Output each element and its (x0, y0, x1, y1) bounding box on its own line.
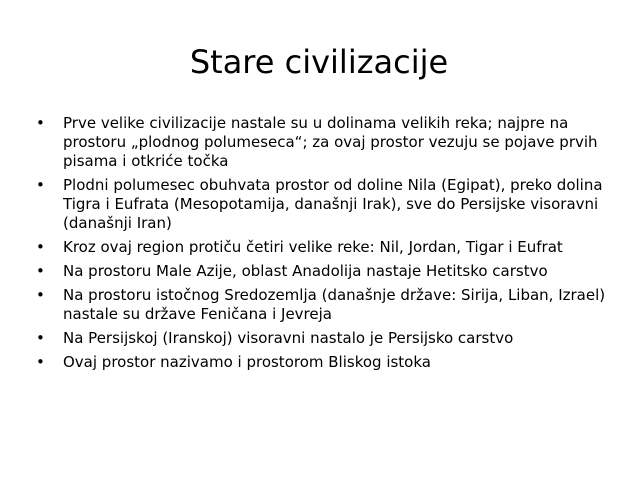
bullet-text: Na prostoru Male Azije, oblast Anadolija nastaje Hetitsko carstvo (63, 262, 548, 280)
bullet-item-5 (36, 286, 606, 324)
bullet-list (36, 114, 606, 377)
bullet-text: Na Persijskoj (Iranskoj) visoravni nastalo je Persijsko carstvo (63, 329, 514, 347)
bullet-item-6 (36, 329, 606, 348)
bullet-text: Kroz ovaj region protiču četiri velike reke: Nil, Jordan, Tigar i Eufrat (63, 238, 563, 256)
slide-title: Stare civilizacije (189, 43, 449, 81)
bullet-icon: • (36, 353, 45, 371)
bullet-icon: • (36, 286, 45, 304)
bullet-icon: • (36, 329, 45, 347)
bullet-icon: • (36, 176, 45, 194)
bullet-item-3 (36, 238, 606, 257)
bullet-text: Prve velike civilizacije nastale su u dolinama velikih reka; najpre na prostoru „plodnog polumeseca“; za ovaj prostor vezuju se pojave prvih pisama i otkriće točka (63, 114, 598, 170)
bullet-text: Na prostoru istočnog Sredozemlja (današnje države: Sirija, Liban, Izrael) nastale su države Feničana i Jevreja (63, 286, 606, 323)
bullet-item-2 (36, 176, 606, 233)
bullet-icon: • (36, 238, 45, 256)
bullet-text: Plodni polumesec obuhvata prostor od doline Nila (Egipat), preko dolina Tigra i Eufrata (Mesopotamija, današnji Irak), sve do Persijske visoravni (današnji Iran) (63, 176, 603, 232)
bullet-icon: • (36, 114, 45, 132)
bullet-item-1 (36, 114, 606, 171)
bullet-item-7 (36, 353, 606, 372)
bullet-icon: • (36, 262, 45, 280)
bullet-item-4 (36, 262, 606, 281)
bullet-text: Ovaj prostor nazivamo i prostorom Bliskog istoka (63, 353, 431, 371)
